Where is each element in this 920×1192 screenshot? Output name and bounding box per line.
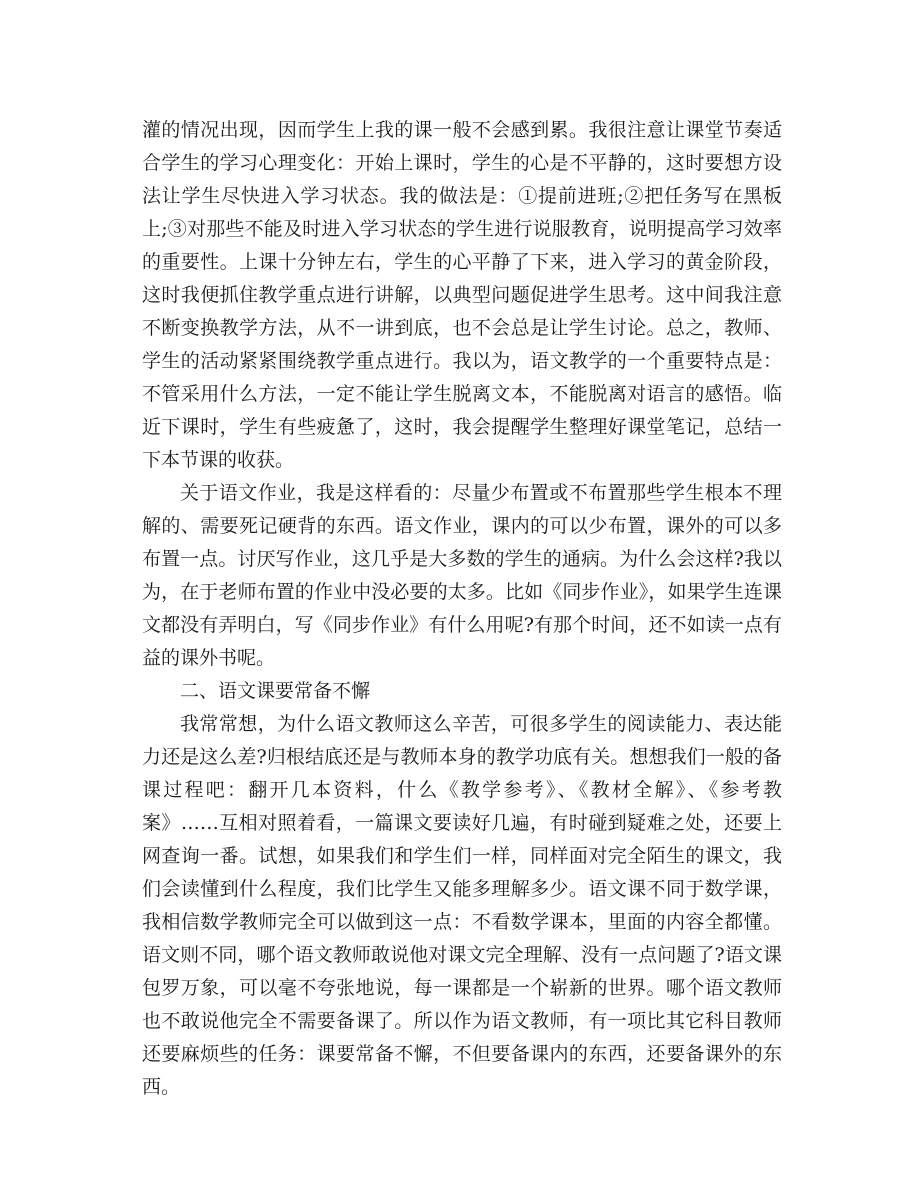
paragraph-3: 我常常想，为什么语文教师这么辛苦，可很多学生的阅读能力、表达能力还是这么差?归根结底还是与教师本身的教学功底有关。想想我们一般的备课过程吧：翻开几本资料，什么《教学参考》、《教材全解》、《参考教案》……互相对照着看，一篇课文要读好几遍，有时碰到疑难之处，还要上网查询一番。试想，如果我们和学生们一样，同样面对完全陌生的课文，我们会读懂到什么程度，我们比学生又能多理解多少。语文课不同于数学课，我相信数学教师完全可以做到这一点：不看数学课本，里面的内容全都懂。语文则不同，哪个语文教师敢说他对课文完全理解、没有一点问题了?语文课包罗万象，可以毫不夸张地说，每一课都是一个崭新的世界。哪个语文教师也不敢说他完全不需要备课了。所以作为语文教师，有一项比其它科目教师还要麻烦些的任务：课要常备不懈，不但要备课内的东西，还要备课外的东西。 <box>142 713 782 1098</box>
paragraph-2: 关于语文作业，我是这样看的：尽量少布置或不布置那些学生根本不理解的、需要死记硬背的东西。语文作业，课内的可以少布置，课外的可以多布置一点。讨厌写作业，这几乎是大多数的学生的通病。为什么会这样?我以为，在于老师布置的作业中没必要的太多。比如《同步作业》，如果学生连课文都没有弄明白，写《同步作业》有什么用呢?有那个时间，还不如读一点有益的课外书呢。 <box>142 482 782 669</box>
document-body <box>142 114 782 1104</box>
section-heading: 二、语文课要常备不懈 <box>180 680 371 702</box>
paragraph-1: 灌的情况出现，因而学生上我的课一般不会感到累。我很注意让课堂节奏适合学生的学习心理变化：开始上课时，学生的心是不平静的，这时要想方设法让学生尽快进入学习状态。我的做法是：①提前进班;②把任务写在黑板上;③对那些不能及时进入学习状态的学生进行说服教育，说明提高学习效率的重要性。上课十分钟左右，学生的心平静了下来，进入学习的黄金阶段，这时我便抓住教学重点进行讲解，以典型问题促进学生思考。这中间我注意不断变换教学方法，从不一讲到底，也不会总是让学生讨论。总之，教师、学生的活动紧紧围绕教学重点进行。我以为，语文教学的一个重要特点是：不管采用什么方法，一定不能让学生脱离文本，不能脱离对语言的感悟。临近下课时，学生有些疲惫了，这时，我会提醒学生整理好课堂笔记，总结一下本节课的收获。 <box>142 119 782 471</box>
